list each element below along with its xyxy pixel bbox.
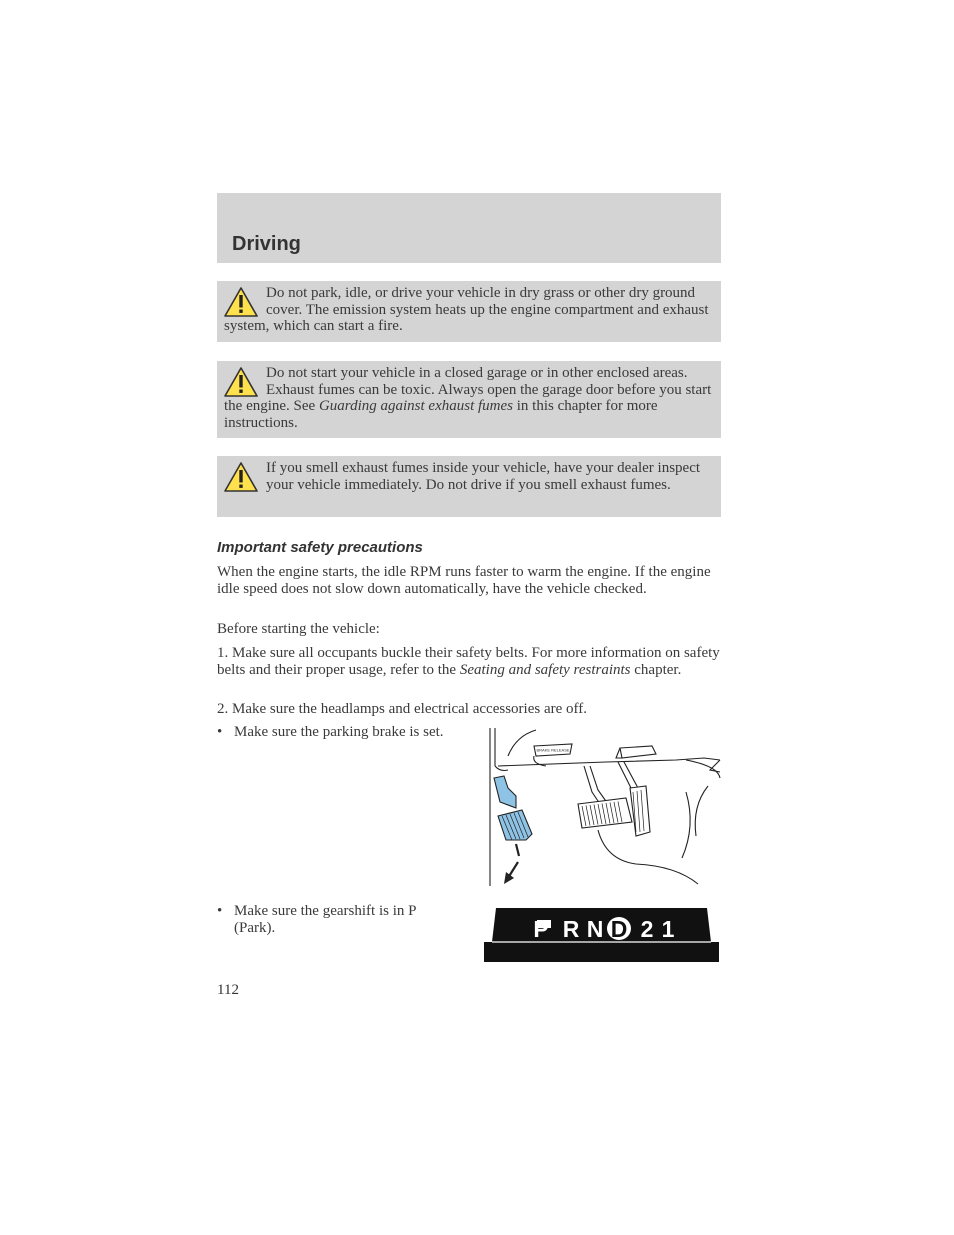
section-subheading: Important safety precautions <box>217 539 423 556</box>
warning-triangle-icon <box>224 287 258 317</box>
step-1-text-end: chapter. <box>630 661 682 678</box>
step-1-reference: Seating and safety restraints <box>459 661 631 678</box>
page-number: 112 <box>217 982 239 998</box>
chapter-title: Driving <box>232 233 301 255</box>
step-2: 2. Make sure the headlamps and electrical accessories are off. <box>217 701 587 717</box>
warning-text: Do not park, idle, or drive your vehicle in dry grass or other dry ground cover. The emission system heats up the engine compartment and exhaust system, which can start a fire. <box>224 285 709 335</box>
gear-1: 1 <box>661 916 675 942</box>
parking-brake-illustration <box>486 726 722 888</box>
gear-selector-indicator <box>484 906 719 962</box>
warning-box-exhaust-smell <box>217 456 721 517</box>
bullet-text: Make sure the parking brake is set. <box>234 724 444 740</box>
warning-triangle-icon <box>224 367 258 397</box>
warning-box-dry-grass <box>217 281 721 342</box>
before-starting-text: Before starting the vehicle: <box>217 621 380 637</box>
gear-r: R <box>562 916 580 942</box>
bullet-marker: • <box>217 724 223 740</box>
bullet-gearshift-park <box>217 903 457 936</box>
brake-release-label: BRAKE RELEASE <box>536 747 570 753</box>
step-1-text: 1. Make sure all occupants buckle their safety belts. For more information on safety belts and their proper usage, refer to the <box>217 645 720 678</box>
gear-n: N <box>586 916 604 942</box>
warning-text: Do not start your vehicle in a closed garage or in other enclosed areas. Exhaust fumes can be toxic. Always open the garage door before you start the engine. See <box>224 365 712 415</box>
gear-2: 2 <box>640 916 654 942</box>
gear-p: P <box>533 916 549 942</box>
bullet-parking-brake <box>217 724 457 741</box>
step-1 <box>217 645 723 678</box>
warning-triangle-icon <box>224 462 258 492</box>
bullet-marker: • <box>217 903 223 919</box>
intro-paragraph: When the engine starts, the idle RPM runs faster to warm the engine. If the engine idle speed does not slow down automatically, have the vehicle checked. <box>217 564 711 597</box>
chapter-header <box>217 193 721 263</box>
gear-d: D <box>610 916 628 942</box>
warning-reference: Guarding against exhaust fumes <box>318 398 513 415</box>
warning-text-end: in this chapter for more instructions. <box>224 398 658 431</box>
bullet-text: Make sure the gearshift is in P (Park). <box>234 903 416 936</box>
warning-box-closed-garage <box>217 361 721 438</box>
warning-text: If you smell exhaust fumes inside your vehicle, have your dealer inspect your vehicle immediately. Do not drive if you smell exhaust fumes. <box>266 460 701 493</box>
